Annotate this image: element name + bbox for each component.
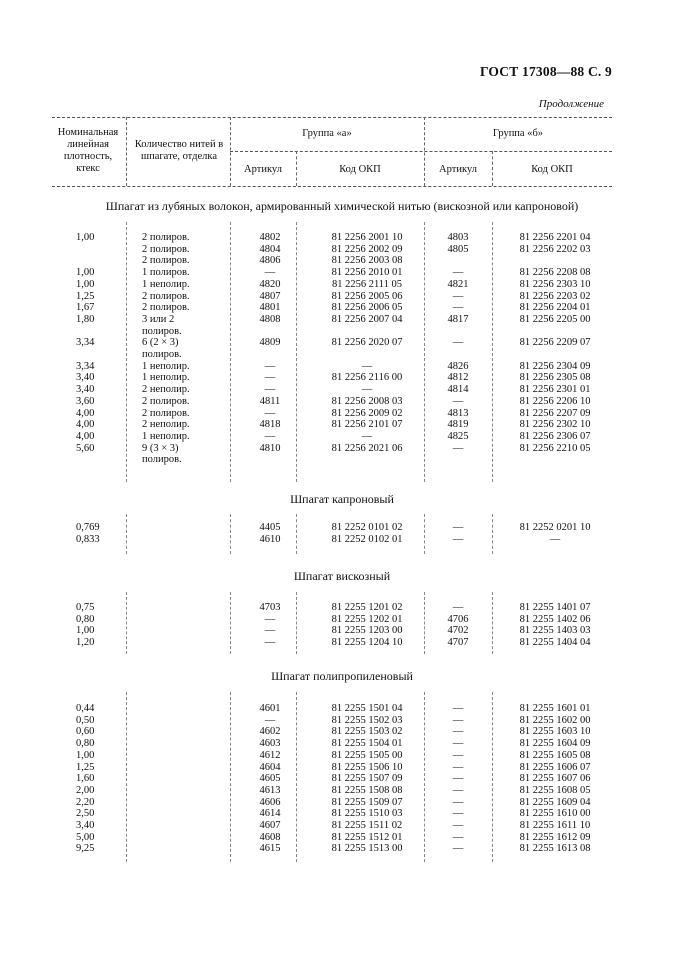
okp-a-cell: 81 2255 1501 04	[331, 703, 403, 714]
okp-b-cell: 81 2256 2203 02	[519, 290, 591, 302]
article-b-cell: —	[452, 773, 464, 785]
density-cell: 3,40	[76, 820, 95, 831]
article-a-cell: —	[264, 637, 276, 649]
density-cell: 3,40	[76, 372, 95, 384]
okp-a-cell: 81 2255 1510 03	[331, 808, 403, 820]
article-b-cell: 4814	[447, 384, 469, 396]
okp-a-cell: 81 2256 2002 09	[331, 243, 403, 255]
article-b-cell: —	[452, 714, 464, 726]
okp-a-cell: —	[361, 384, 373, 396]
article-a-cell: —	[264, 613, 276, 625]
density-cell: 0,833	[76, 533, 100, 545]
okp-a-cell: 81 2255 1513 00	[331, 843, 403, 855]
article-a-cell: 4807	[259, 290, 281, 302]
table-row	[0, 703, 684, 715]
okp-b-cell: 81 2255 1601 01	[519, 703, 591, 714]
density-cell: 0,80	[76, 738, 95, 750]
density-cell: 1,00	[76, 625, 95, 637]
article-a-cell: 4615	[259, 843, 281, 855]
article-b-cell: —	[452, 761, 464, 773]
table-row	[0, 396, 684, 408]
table-row	[0, 454, 684, 466]
article-b-cell: 4826	[447, 360, 469, 372]
okp-b-cell: 81 2255 1404 04	[519, 637, 591, 649]
okp-b-cell: 81 2256 2204 01	[519, 302, 591, 314]
okp-b-cell: 81 2256 2206 10	[519, 395, 591, 407]
header-mid-rule	[230, 151, 612, 152]
okp-a-cell: 81 2256 2101 07	[331, 419, 403, 431]
okp-a-cell: 81 2255 1508 08	[331, 784, 403, 796]
article-b-cell: 4812	[447, 372, 469, 384]
quantity-cell: 1 неполир.	[142, 278, 190, 290]
okp-b-cell: 81 2256 2305 08	[519, 372, 591, 384]
okp-a-cell: —	[361, 360, 373, 372]
okp-b-cell: 81 2255 1604 09	[519, 738, 591, 750]
okp-b-cell: 81 2256 2306 07	[519, 430, 591, 442]
table-row	[0, 750, 684, 762]
article-a-cell: —	[264, 625, 276, 637]
article-b-cell: —	[452, 522, 464, 533]
okp-a-cell: 81 2255 1502 03	[331, 714, 403, 726]
density-cell: 2,50	[76, 808, 95, 820]
quantity-cell: 2 полиров.	[142, 290, 190, 302]
article-a-cell: 4606	[259, 796, 281, 808]
column-header-density: Номинальная линейная плотность, ктекс	[57, 127, 119, 174]
article-a-cell: 4405	[259, 522, 281, 533]
table-row	[0, 314, 684, 326]
article-a-cell: —	[264, 372, 276, 384]
quantity-cell: 1 полиров.	[142, 267, 190, 279]
okp-b-cell: 81 2255 1608 05	[519, 784, 591, 796]
article-b-cell: —	[452, 738, 464, 750]
okp-a-cell: 81 2255 1505 00	[331, 749, 403, 761]
article-b-cell: 4817	[447, 313, 469, 325]
article-b-cell: —	[452, 843, 464, 855]
density-cell: 1,80	[76, 313, 95, 325]
table-row	[0, 808, 684, 820]
okp-a-cell: 81 2256 2020 07	[331, 337, 403, 349]
article-a-cell: 4614	[259, 808, 281, 820]
column-header-group-a: Группа «а»	[302, 128, 352, 139]
okp-b-cell: 81 2256 2303 10	[519, 278, 591, 290]
table-header	[52, 117, 612, 187]
header-bottom-rule	[52, 186, 612, 187]
column-header-okp-b: Код ОКП	[531, 164, 573, 175]
okp-a-cell: 81 2256 2003 08	[331, 255, 403, 267]
okp-a-cell: 81 2256 2006 05	[331, 302, 403, 314]
okp-a-cell: 81 2255 1202 01	[331, 613, 403, 625]
article-a-cell: 4802	[259, 232, 281, 243]
column-header-quantity: Количество нитей в шпагате, отделка	[134, 139, 224, 162]
okp-a-cell: 81 2256 2116 00	[331, 372, 403, 384]
okp-b-cell: 81 2255 1401 07	[519, 602, 591, 613]
okp-b-cell: 81 2256 2210 05	[519, 442, 591, 454]
page-header: ГОСТ 17308—88 С. 9	[479, 64, 612, 79]
okp-a-cell: 81 2255 1506 10	[331, 761, 403, 773]
okp-b-cell: 81 2255 1603 10	[519, 726, 591, 738]
density-cell: 2,00	[76, 784, 95, 796]
article-a-cell: 4613	[259, 784, 281, 796]
article-b-cell: 4825	[447, 430, 469, 442]
quantity-cell: 2 полиров.	[142, 395, 190, 407]
quantity-cell: 2 неполир.	[142, 419, 190, 431]
header-top-rule	[52, 117, 612, 118]
table-row	[0, 773, 684, 785]
article-b-cell: 4706	[447, 613, 469, 625]
quantity-cell: 2 полиров.	[142, 302, 190, 314]
article-b-cell: —	[452, 337, 464, 349]
okp-a-cell: 81 2255 1509 07	[331, 796, 403, 808]
okp-a-cell: 81 2256 2021 06	[331, 442, 403, 454]
quantity-cell: 1 неполир.	[142, 372, 190, 384]
column-header-article-b: Артикул	[439, 164, 477, 175]
article-a-cell: 4804	[259, 243, 281, 255]
article-a-cell: 4610	[259, 533, 281, 545]
table-row	[0, 255, 684, 267]
okp-b-cell: 81 2255 1606 07	[519, 761, 591, 773]
table-row	[0, 785, 684, 797]
density-cell: 4,00	[76, 419, 95, 431]
table-row	[0, 715, 684, 727]
article-b-cell: 4813	[447, 407, 469, 419]
okp-b-cell: 81 2255 1612 09	[519, 831, 591, 843]
article-a-cell: 4810	[259, 442, 281, 454]
section-title: Шпагат капроновый	[290, 492, 394, 506]
quantity-cell: 1 неполир.	[142, 360, 190, 372]
okp-b-cell: 81 2255 1609 04	[519, 796, 591, 808]
density-cell: 1,00	[76, 232, 95, 243]
column-header-group-b: Группа «б»	[492, 128, 544, 139]
density-cell: 1,60	[76, 773, 95, 785]
article-a-cell: 4801	[259, 302, 281, 314]
okp-a-cell: 81 2256 2001 10	[331, 232, 403, 243]
okp-a-cell: 81 2255 1507 09	[331, 773, 403, 785]
okp-b-cell: 81 2256 2207 09	[519, 407, 591, 419]
density-cell: 1,00	[76, 278, 95, 290]
density-cell: 1,25	[76, 761, 95, 773]
okp-b-cell: 81 2255 1611 10	[519, 820, 591, 831]
okp-a-cell: 81 2256 2009 02	[331, 407, 403, 419]
article-a-cell: —	[264, 714, 276, 726]
density-cell: 5,00	[76, 831, 95, 843]
okp-a-cell: 81 2255 1511 02	[331, 820, 403, 831]
table-row	[0, 419, 684, 431]
column-header-okp-a: Код ОКП	[339, 164, 381, 175]
table-row	[0, 534, 684, 546]
density-cell: 3,34	[76, 360, 95, 372]
article-a-cell: —	[264, 384, 276, 396]
table-row	[0, 614, 684, 626]
table-row	[0, 302, 684, 314]
okp-b-cell: 81 2256 2304 09	[519, 360, 591, 372]
table-row	[0, 267, 684, 279]
article-b-cell: 4803	[447, 232, 469, 243]
okp-b-cell: 81 2255 1613 08	[519, 843, 591, 855]
article-a-cell: —	[264, 407, 276, 419]
article-a-cell: 4806	[259, 255, 281, 267]
okp-b-cell: 81 2255 1403 03	[519, 625, 591, 637]
okp-b-cell: 81 2256 2302 10	[519, 419, 591, 431]
article-b-cell: —	[452, 726, 464, 738]
density-cell: 3,40	[76, 384, 95, 396]
quantity-cell: 2 полиров.	[142, 407, 190, 419]
section-title: Шпагат вискозный	[293, 569, 391, 583]
article-a-cell: 4608	[259, 831, 281, 843]
article-b-cell: —	[452, 290, 464, 302]
article-a-cell: —	[264, 360, 276, 372]
section-title: Шпагат из лубяных волокон, армированный химической нитью (вискозной или капроновой)	[105, 199, 579, 213]
density-cell: 1,25	[76, 290, 95, 302]
column-header-article-a: Артикул	[244, 164, 282, 175]
density-cell: 1,00	[76, 267, 95, 279]
table-row	[0, 797, 684, 809]
quantity-cell: полиров.	[142, 349, 182, 360]
continued-label: Продолжение	[538, 98, 604, 110]
header-divider	[126, 117, 127, 186]
okp-a-cell: 81 2256 2007 04	[331, 313, 403, 325]
density-cell: 0,80	[76, 613, 95, 625]
okp-a-cell: 81 2255 1512 01	[331, 831, 403, 843]
article-a-cell: 4808	[259, 313, 281, 325]
density-cell: 4,00	[76, 430, 95, 442]
okp-a-cell: 81 2252 0101 02	[331, 522, 403, 533]
section-title: Шпагат полипропиленовый	[271, 669, 413, 683]
density-cell: 1,67	[76, 302, 95, 314]
density-cell: 3,34	[76, 337, 95, 349]
okp-a-cell: 81 2255 1204 10	[331, 637, 403, 649]
okp-b-cell: 81 2256 2209 07	[519, 337, 591, 349]
table-row	[0, 291, 684, 303]
table-row	[0, 337, 684, 349]
article-a-cell: 4818	[259, 419, 281, 431]
quantity-cell: 3 или 2	[142, 313, 175, 325]
okp-b-cell: 81 2252 0201 10	[519, 522, 591, 533]
article-b-cell: —	[452, 749, 464, 761]
table-row	[0, 232, 684, 244]
okp-b-cell: —	[549, 533, 561, 545]
table-row	[0, 726, 684, 738]
density-cell: 1,20	[76, 637, 95, 649]
table-row	[0, 762, 684, 774]
table-row	[0, 832, 684, 844]
density-cell: 3,60	[76, 395, 95, 407]
quantity-cell: 2 неполир.	[142, 384, 190, 396]
okp-a-cell: 81 2256 2008 03	[331, 395, 403, 407]
density-cell: 9,25	[76, 843, 95, 855]
density-cell: 0,44	[76, 703, 95, 714]
table-row	[0, 326, 684, 338]
density-cell: 0,769	[76, 522, 100, 533]
article-b-cell: —	[452, 808, 464, 820]
article-b-cell: —	[452, 796, 464, 808]
table-row	[0, 384, 684, 396]
article-b-cell: 4819	[447, 419, 469, 431]
okp-a-cell: 81 2256 2010 01	[331, 267, 403, 279]
quantity-cell: полиров.	[142, 454, 182, 466]
quantity-cell: 6 (2 × 3)	[142, 337, 179, 349]
okp-b-cell: 81 2256 2202 03	[519, 243, 591, 255]
article-b-cell: —	[452, 533, 464, 545]
article-b-cell: —	[452, 442, 464, 454]
quantity-cell: 2 полиров.	[142, 255, 190, 267]
table-row	[0, 602, 684, 614]
article-b-cell: —	[452, 602, 464, 613]
article-b-cell: —	[452, 395, 464, 407]
article-a-cell: 4601	[259, 703, 281, 714]
article-b-cell: —	[452, 302, 464, 314]
quantity-cell: 2 полиров.	[142, 243, 190, 255]
table-row	[0, 431, 684, 443]
okp-b-cell: 81 2256 2205 00	[519, 313, 591, 325]
article-b-cell: 4821	[447, 278, 469, 290]
article-a-cell: 4605	[259, 773, 281, 785]
density-cell: 0,75	[76, 602, 95, 613]
article-a-cell: 4612	[259, 749, 281, 761]
article-b-cell: —	[452, 267, 464, 279]
table-row	[0, 843, 684, 855]
okp-a-cell: 81 2256 2005 06	[331, 290, 403, 302]
article-a-cell: —	[264, 430, 276, 442]
okp-b-cell: 81 2256 2201 04	[519, 232, 591, 243]
okp-b-cell: 81 2255 1402 06	[519, 613, 591, 625]
table-row	[0, 279, 684, 291]
okp-a-cell: 81 2255 1503 02	[331, 726, 403, 738]
article-a-cell: 4820	[259, 278, 281, 290]
quantity-cell: 2 полиров.	[142, 232, 190, 243]
table-row	[0, 372, 684, 384]
article-a-cell: 4603	[259, 738, 281, 750]
article-b-cell: 4702	[447, 625, 469, 637]
table-row	[0, 443, 684, 455]
quantity-cell: 9 (3 × 3)	[142, 442, 179, 454]
article-a-cell: 4604	[259, 761, 281, 773]
table-row	[0, 408, 684, 420]
density-cell: 1,00	[76, 749, 95, 761]
article-a-cell: 4602	[259, 726, 281, 738]
okp-a-cell: 81 2256 2111 05	[331, 278, 403, 290]
density-cell: 0,50	[76, 714, 95, 726]
okp-a-cell: —	[361, 430, 373, 442]
table-row	[0, 349, 684, 361]
density-cell: 5,60	[76, 442, 95, 454]
table-row	[0, 361, 684, 373]
article-b-cell: —	[452, 703, 464, 714]
density-cell: 0,60	[76, 726, 95, 738]
okp-b-cell: 81 2255 1602 00	[519, 714, 591, 726]
article-b-cell: 4707	[447, 637, 469, 649]
article-a-cell: 4811	[259, 395, 281, 407]
okp-b-cell: 81 2255 1607 06	[519, 773, 591, 785]
article-a-cell: 4809	[259, 337, 281, 349]
article-a-cell: 4607	[259, 820, 281, 831]
article-a-cell: 4703	[259, 602, 281, 613]
article-b-cell: —	[452, 820, 464, 831]
okp-b-cell: 81 2255 1605 08	[519, 749, 591, 761]
quantity-cell: 1 неполир.	[142, 430, 190, 442]
table-row	[0, 244, 684, 256]
table-row	[0, 820, 684, 832]
okp-b-cell: 81 2256 2208 08	[519, 267, 591, 279]
article-b-cell: —	[452, 831, 464, 843]
article-b-cell: 4805	[447, 243, 469, 255]
okp-b-cell: 81 2255 1610 00	[519, 808, 591, 820]
okp-a-cell: 81 2255 1203 00	[331, 625, 403, 637]
article-b-cell: —	[452, 784, 464, 796]
table-row	[0, 625, 684, 637]
okp-a-cell: 81 2255 1504 01	[331, 738, 403, 750]
table-row	[0, 738, 684, 750]
table-row	[0, 637, 684, 649]
okp-b-cell: 81 2256 2301 01	[519, 384, 591, 396]
quantity-cell: полиров.	[142, 325, 182, 337]
article-a-cell: —	[264, 267, 276, 279]
density-cell: 2,20	[76, 796, 95, 808]
density-cell: 4,00	[76, 407, 95, 419]
okp-a-cell: 81 2255 1201 02	[331, 602, 403, 613]
okp-a-cell: 81 2252 0102 01	[331, 533, 403, 545]
table-row	[0, 522, 684, 534]
